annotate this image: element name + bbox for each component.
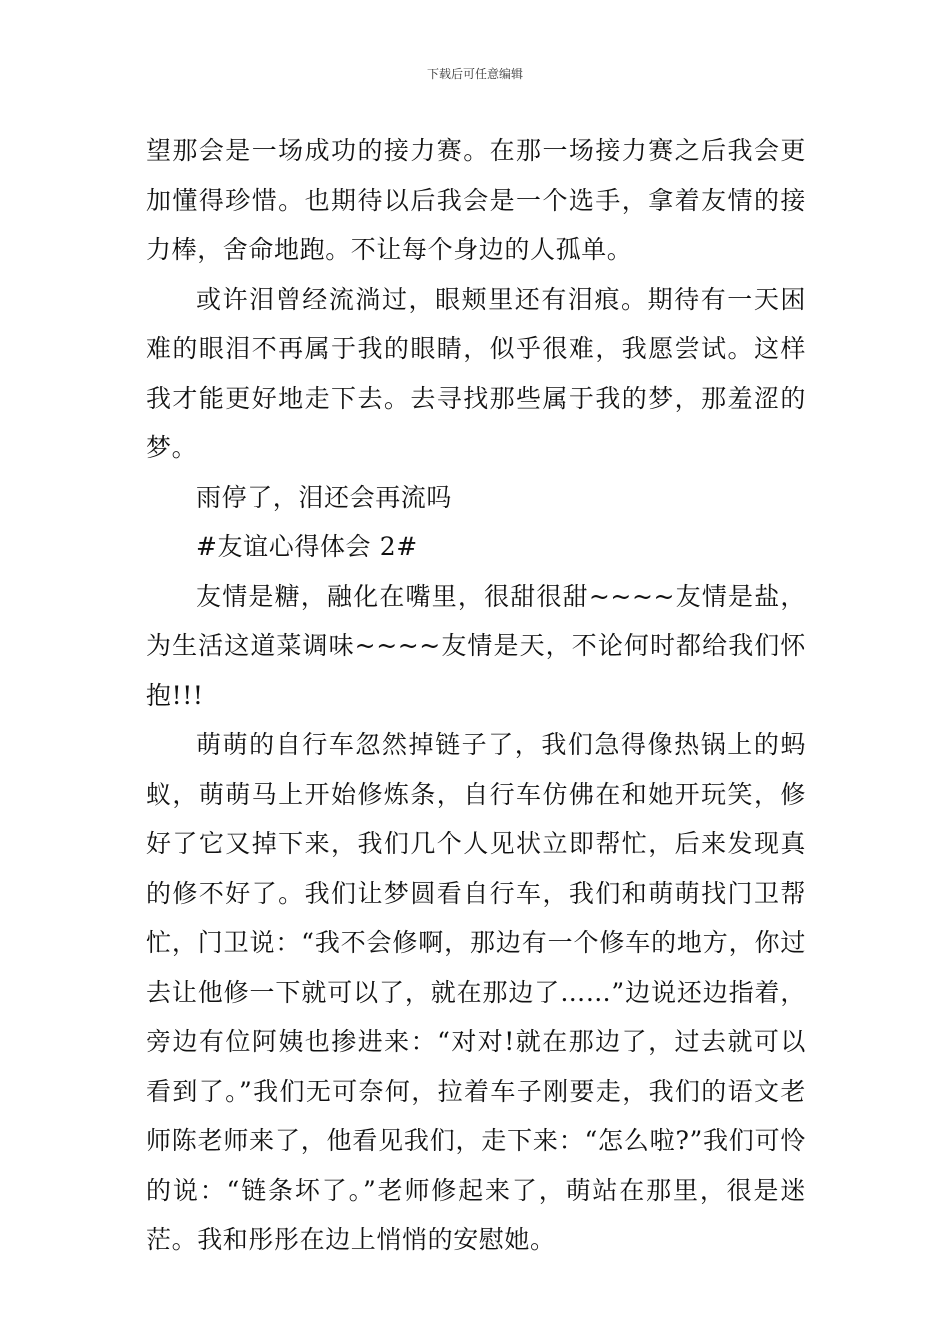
paragraph-3: 雨停了，泪还会再流吗 [196, 482, 453, 512]
paragraph-5: 萌萌的自行车忽然掉链子了，我们急得像热锅上的蚂蚁，萌萌马上开始修炼条，自行车仿佛在和她开玩笑，修好了它又掉下来，我们几个人见状立即帮忙，后来发现真的修不好了。我们让梦圆看自行车，我们和萌萌找门卫帮忙，门卫说：“我不会修啊，那边有一个修车的地方，你过去让他修一下就可以了，就在那边了……”边说还边指着，旁边有位阿姨也掺进来：“对对!就在那边了，过去就可以看到了。”我们无可奈何，拉着车子刚要走，我们的语文老师陈老师来了，他看见我们，走下来：“怎么啦?”我们可怜的说：“链条坏了。”老师修起来了，萌站在那里，很是迷茫。我和彤彤在边上悄悄的安慰她。 [146, 730, 806, 1254]
paragraph-2: 或许泪曾经流淌过，眼颊里还有泪痕。期待有一天困难的眼泪不再属于我的眼睛，似乎很难，我愿尝试。这样我才能更好地走下去。去寻找那些属于我的梦，那羞涩的梦。 [146, 284, 806, 462]
section-heading: #友谊心得体会 2# [196, 532, 418, 561]
paragraph-1: 望那会是一场成功的接力赛。在那一场接力赛之后我会更加懂得珍惜。也期待以后我会是一个选手，拿着友情的接力棒，舍命地跑。不让每个身边的人孤单。 [146, 136, 806, 264]
document-body [146, 126, 806, 1265]
paragraph-4: 友情是糖，融化在嘴里，很甜很甜~~~~友情是盐，为生活这道菜调味~~~~友情是天，不论何时都给我们怀抱!!! [146, 581, 806, 710]
page-header: 下载后可任意编辑 [426, 67, 523, 81]
